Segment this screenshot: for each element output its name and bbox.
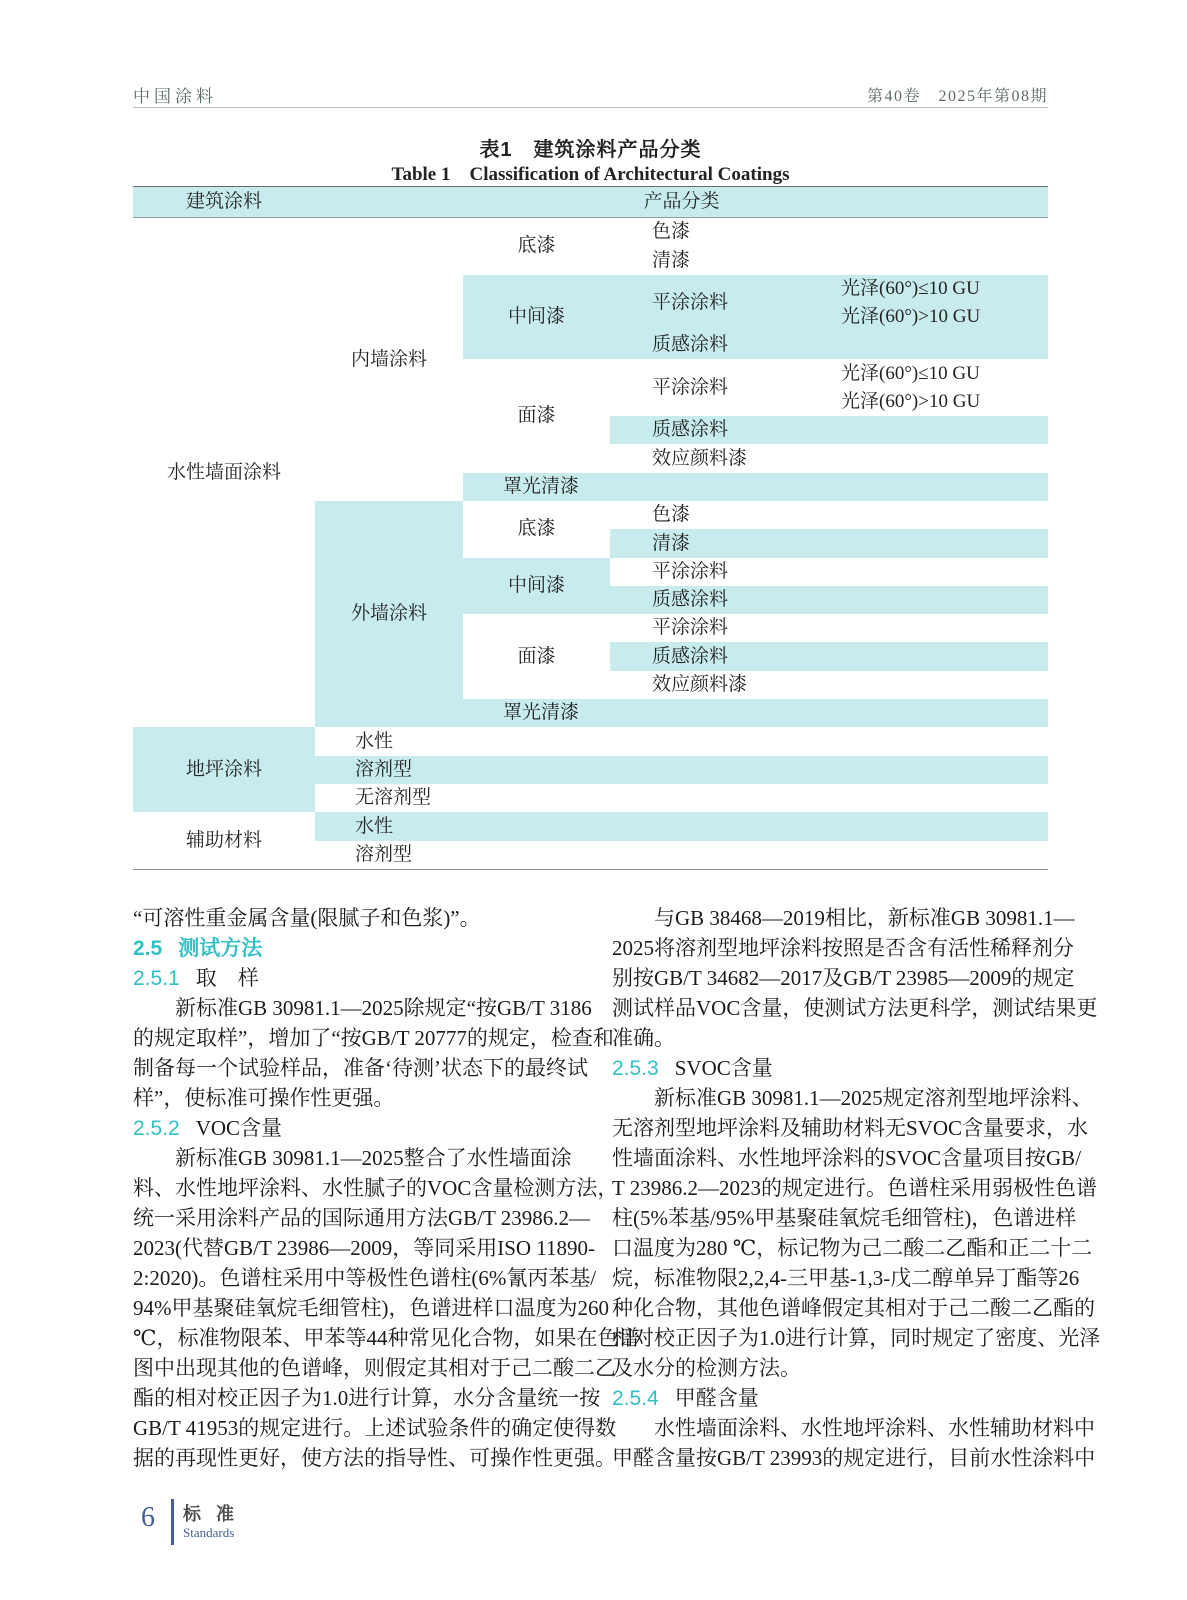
running-head	[133, 82, 1048, 106]
table-cell: 光泽(60°)>10 GU	[835, 303, 1048, 331]
table-cell: 清漆	[610, 529, 1048, 557]
table-title-cn: 表1 建筑涂料产品分类	[479, 139, 702, 161]
table-cell: 质感涂料	[610, 642, 1048, 670]
table-cell: 平涂涂料	[610, 275, 835, 332]
section-number: 2.5.4	[612, 1387, 659, 1410]
table-cell: 光泽(60°)>10 GU	[835, 388, 1048, 416]
table-cell: 中间漆	[463, 275, 610, 360]
table-cell: 平涂涂料	[610, 359, 835, 416]
table-cell: 效应颜料漆	[610, 671, 1048, 699]
classification-table	[133, 186, 1048, 870]
paragraph-line: 样”，使标准可操作性更强。	[133, 1086, 395, 1110]
table-cell: 底漆	[463, 218, 610, 275]
table-cell: 内墙涂料	[315, 218, 463, 501]
paragraph-line: 新标准GB 30981.1—2025除规定“按GB/T 3186	[175, 996, 592, 1020]
paragraph-line: T 23986.2—2023的规定进行。色谱柱采用弱极性色谱	[612, 1176, 1097, 1200]
paragraph-line: 的规定取样”，增加了“按GB/T 20777的规定，检查和	[133, 1026, 614, 1050]
paragraph-line: 2023(代替GB/T 23986—2009，等同采用ISO 11890-	[133, 1236, 595, 1260]
table-cell: 光泽(60°)≤10 GU	[835, 359, 1048, 387]
paragraph-line: 及水分的检测方法。	[612, 1356, 801, 1380]
table-cell: 色漆	[610, 218, 1048, 247]
journal-name: 中国涂料	[133, 87, 217, 106]
table-cell: 无溶剂型	[315, 784, 1048, 812]
section-number: 2.5.2	[133, 1117, 180, 1140]
section-number: 2.5.1	[133, 967, 180, 990]
subsection-heading	[612, 1383, 1048, 1413]
paragraph-line: 性墙面涂料、水性地坪涂料的SVOC含量项目按GB/	[612, 1146, 1082, 1170]
paragraph-line: 2:2020)。色谱柱采用中等极性色谱柱(6%氰丙苯基/	[133, 1266, 597, 1290]
table-row	[133, 812, 1048, 840]
classification-table-wrap	[133, 186, 1048, 870]
paragraph-line: 料、水性地坪涂料、水性腻子的VOC含量检测方法，	[133, 1176, 619, 1200]
paragraph-line: 图中出现其他的色谱峰，则假定其相对于己二酸二乙	[133, 1356, 616, 1380]
paragraph-line: 据的再现性更好，使方法的指导性、可操作性更强。	[133, 1446, 616, 1470]
table-cell: 溶剂型	[315, 841, 1048, 870]
table-header-col1: 建筑涂料	[133, 187, 315, 218]
table-cell: 罩光清漆	[463, 473, 1048, 501]
table-cell: 面漆	[463, 359, 610, 472]
table-cell: 色漆	[610, 501, 1048, 529]
paragraph-line: 酯的相对校正因子为1.0进行计算，水分含量统一按	[133, 1386, 601, 1410]
paragraph-line: 与GB 38468—2019相比，新标准GB 30981.1—	[654, 906, 1075, 930]
paragraph-line: 水性墙面涂料、水性地坪涂料、水性辅助材料中	[654, 1416, 1095, 1440]
table-cell: 面漆	[463, 614, 610, 699]
body-column-right	[612, 903, 1101, 1473]
header-rule	[133, 107, 1048, 108]
table-cell: 水性墙面涂料	[133, 218, 315, 728]
table-cell: 水性	[315, 812, 1048, 840]
section-title: 测试方法	[178, 937, 263, 960]
table-cell: 质感涂料	[610, 331, 1048, 359]
paragraph-line: 制备每一个试验样品，准备‘待测’状态下的最终试	[133, 1056, 588, 1080]
table-row	[133, 218, 1048, 247]
section-title: SVOC含量	[674, 1056, 773, 1080]
paragraph-line: 新标准GB 30981.1—2025整合了水性墙面涂	[175, 1146, 572, 1170]
table-cell: 平涂涂料	[610, 614, 1048, 642]
paragraph-line: 测试样品VOC含量，使测试方法更科学，测试结果更	[612, 996, 1098, 1020]
section-heading	[133, 933, 569, 963]
section-number: 2.5	[133, 937, 163, 960]
footer-section-cn: 标 准	[183, 1504, 240, 1524]
subsection-heading	[133, 963, 569, 993]
table-cell: 底漆	[463, 501, 610, 558]
paragraph-line: 统一采用涂料产品的国际通用方法GB/T 23986.2—	[133, 1206, 590, 1230]
table-row	[133, 727, 1048, 755]
footer-divider	[171, 1499, 174, 1545]
page-number: 6	[141, 1502, 155, 1533]
paragraph-line: 甲醛含量按GB/T 23993的规定进行，目前水性涂料中	[612, 1446, 1096, 1470]
table-body	[133, 218, 1048, 870]
section-title: 取 样	[195, 966, 259, 990]
table-header-col2: 产品分类	[315, 187, 1048, 218]
paragraph-line: GB/T 41953的规定进行。上述试验条件的确定使得数	[133, 1416, 617, 1440]
subsection-heading	[133, 1113, 569, 1143]
section-title: 甲醛含量	[674, 1386, 759, 1410]
table-cell: 溶剂型	[315, 756, 1048, 784]
subsection-heading	[612, 1053, 1048, 1083]
table-cell: 水性	[315, 727, 1048, 755]
table-cell: 辅助材料	[133, 812, 315, 869]
table-cell: 中间漆	[463, 558, 610, 615]
table-header-row	[133, 187, 1048, 218]
table-cell: 地坪涂料	[133, 727, 315, 812]
table-cell: 质感涂料	[610, 586, 1048, 614]
table-title-en: Table 1 Classification of Architectural Coatings	[391, 164, 790, 185]
table-cell: 效应颜料漆	[610, 444, 1048, 472]
paragraph-line: 柱(5%苯基/95%甲基聚硅氧烷毛细管柱)，色谱进样	[612, 1206, 1077, 1230]
footer-section-en: Standards	[183, 1525, 235, 1540]
paragraph-line: 种化合物，其他色谱峰假定其相对于己二酸二乙酯的	[612, 1296, 1095, 1320]
section-number: 2.5.3	[612, 1057, 659, 1080]
table-cell: 平涂涂料	[610, 558, 1048, 586]
paragraph-line: 烷，标准物限2,2,4-三甲基-1,3-戊二醇单异丁酯等26	[612, 1266, 1080, 1290]
table-cell: 罩光清漆	[463, 699, 1048, 727]
paragraph-line: 别按GB/T 34682—2017及GB/T 23985—2009的规定	[612, 966, 1075, 990]
paragraph-line: 新标准GB 30981.1—2025规定溶剂型地坪涂料、	[654, 1086, 1093, 1110]
table-cell: 清漆	[610, 246, 1048, 274]
paragraph-line: 口温度为280 ℃，标记物为己二酸二乙酯和正二十二	[612, 1236, 1093, 1260]
paragraph-line: 2025将溶剂型地坪涂料按照是否含有活性稀释剂分	[612, 936, 1074, 960]
table-cell: 外墙涂料	[315, 501, 463, 727]
paragraph-line: 94%甲基聚硅氧烷毛细管柱)，色谱进样口温度为260	[133, 1296, 609, 1320]
paragraph-line: ℃，标准物限苯、甲苯等44种常见化合物，如果在色谱	[133, 1326, 640, 1350]
issue-info: 第40卷 2025年第08期	[866, 88, 1048, 105]
paragraph-line: 准确。	[612, 1026, 675, 1050]
paragraph-line: 无溶剂型地坪涂料及辅助材料无SVOC含量要求，水	[612, 1116, 1089, 1140]
table-cell: 光泽(60°)≤10 GU	[835, 275, 1048, 303]
paragraph-line: 相对校正因子为1.0进行计算，同时规定了密度、光泽	[612, 1326, 1101, 1350]
table-cell: 质感涂料	[610, 416, 1048, 444]
section-title: VOC含量	[195, 1116, 283, 1140]
paragraph-line: “可溶性重金属含量(限腻子和色浆)”。	[133, 906, 481, 930]
